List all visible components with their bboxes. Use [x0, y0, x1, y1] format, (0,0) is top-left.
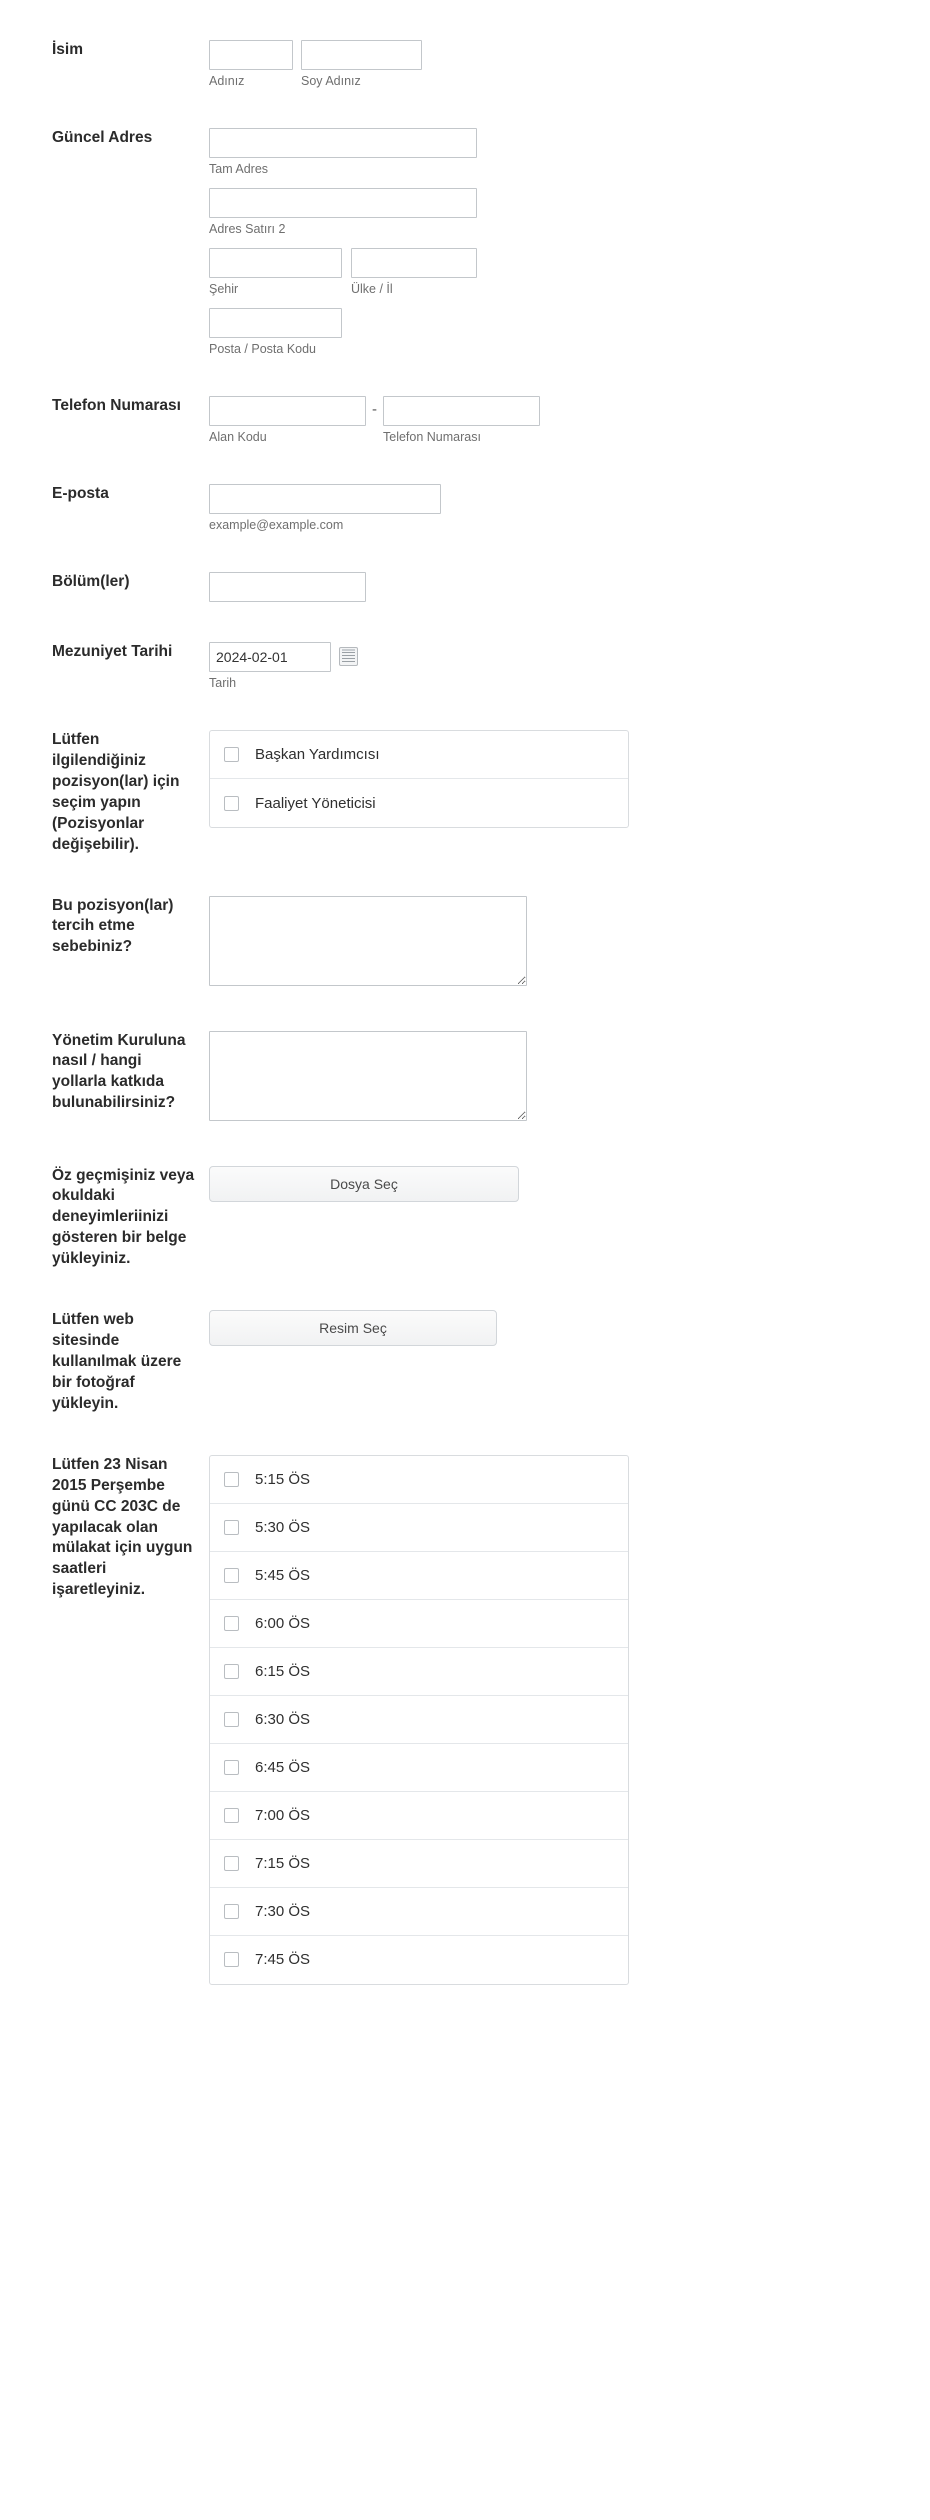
list-item[interactable]: [210, 1648, 628, 1696]
label-reason: Bu pozisyon(lar) tercih etme sebebiniz?: [52, 896, 174, 956]
last-name-sublabel: Soy Adınız: [301, 74, 361, 88]
city-sublabel: Şehir: [209, 282, 239, 296]
checkbox-icon[interactable]: [224, 1664, 239, 1679]
label-contribution: Yönetim Kuruluna nasıl / hangi yollarla katkıda bulunabilirsiniz?: [52, 1031, 186, 1112]
option-label: 6:30 ÖS: [255, 1710, 311, 1728]
list-item[interactable]: [210, 779, 628, 827]
photo-upload-wrap: [205, 1310, 930, 1346]
label-positions: Lütfen ilgilendiğiniz pozisyon(lar) için seçim yapın (Pozisyonlar değişebilir).: [52, 731, 180, 853]
list-item[interactable]: [210, 1696, 628, 1744]
list-item[interactable]: [210, 731, 628, 779]
field-group-interview-times: [0, 1455, 930, 1985]
contribution-input-wrap: [205, 1031, 930, 1126]
field-group-address: [0, 128, 930, 356]
option-label: 6:00 ÖS: [255, 1614, 311, 1632]
field-group-reason: [0, 896, 930, 991]
email-inputs: [205, 484, 930, 532]
list-item[interactable]: [210, 1888, 628, 1936]
field-group-resume-upload: [0, 1166, 930, 1271]
street-address-2-input[interactable]: [209, 188, 477, 218]
area-code-input[interactable]: [209, 396, 366, 426]
list-item[interactable]: [210, 1840, 628, 1888]
label-name: İsim: [52, 41, 84, 58]
state-input[interactable]: [351, 248, 477, 278]
field-group-positions: [0, 730, 930, 856]
label-email: E-posta: [52, 485, 109, 502]
list-item[interactable]: [210, 1552, 628, 1600]
option-label: 7:15 ÖS: [255, 1854, 311, 1872]
interview-times-options: [205, 1455, 930, 1985]
checkbox-icon[interactable]: [224, 1952, 239, 1967]
field-group-phone: [0, 396, 930, 444]
postal-code-input[interactable]: [209, 308, 342, 338]
checkbox-icon[interactable]: [224, 796, 239, 811]
checkbox-icon[interactable]: [224, 1856, 239, 1871]
label-resume-upload: Öz geçmişiniz veya okuldaki deneyimleriinizi gösteren bir belge yükleyiniz.: [52, 1166, 195, 1268]
option-label: 5:45 ÖS: [255, 1566, 311, 1584]
phone-number-sublabel: Telefon Numarası: [383, 430, 481, 444]
option-label: 7:00 ÖS: [255, 1806, 311, 1824]
label-phone: Telefon Numarası: [52, 397, 181, 414]
option-label: 5:30 ÖS: [255, 1518, 311, 1536]
postal-code-sublabel: Posta / Posta Kodu: [209, 342, 317, 356]
reason-textarea[interactable]: [209, 896, 527, 986]
interview-option-list: [209, 1455, 629, 1985]
street-address-2-sublabel: Adres Satırı 2: [209, 222, 286, 236]
phone-inputs: [205, 396, 930, 444]
name-inputs: [205, 40, 930, 88]
file-select-button[interactable]: Dosya Seç: [209, 1166, 519, 1202]
label-photo-upload: Lütfen web sitesinde kullanılmak üzere bir fotoğraf yükleyin.: [52, 1311, 182, 1412]
label-graduation-date: Mezuniyet Tarihi: [52, 643, 173, 660]
address-inputs: [205, 128, 930, 356]
checkbox-icon[interactable]: [224, 1904, 239, 1919]
checkbox-icon[interactable]: [224, 1520, 239, 1535]
positions-options: [205, 730, 930, 828]
positions-option-list: [209, 730, 629, 828]
field-group-name: [0, 40, 930, 88]
label-interview-times: Lütfen 23 Nisan 2015 Perşembe günü CC 203C de yapılacak olan mülakat için uygun saatleri işaretleyiniz.: [52, 1455, 193, 1599]
option-label: 6:45 ÖS: [255, 1758, 311, 1776]
label-address: Güncel Adres: [52, 129, 153, 146]
list-item[interactable]: [210, 1600, 628, 1648]
last-name-input[interactable]: [301, 40, 422, 70]
image-select-button[interactable]: Resim Seç: [209, 1310, 497, 1346]
graduation-date-input[interactable]: [209, 642, 331, 672]
checkbox-icon[interactable]: [224, 1616, 239, 1631]
field-group-department: [0, 572, 930, 602]
street-address-sublabel: Tam Adres: [209, 162, 269, 176]
first-name-sublabel: Adınız: [209, 74, 245, 88]
option-label: Faaliyet Yöneticisi: [255, 794, 376, 812]
checkbox-icon[interactable]: [224, 1568, 239, 1583]
list-item[interactable]: [210, 1744, 628, 1792]
label-department: Bölüm(ler): [52, 573, 130, 590]
area-code-sublabel: Alan Kodu: [209, 430, 267, 444]
field-group-photo-upload: [0, 1310, 930, 1415]
street-address-input[interactable]: [209, 128, 477, 158]
calendar-icon[interactable]: [339, 647, 358, 666]
resume-upload-wrap: [205, 1166, 930, 1202]
phone-number-input[interactable]: [383, 396, 540, 426]
email-input[interactable]: [209, 484, 441, 514]
option-label: 7:45 ÖS: [255, 1951, 311, 1969]
department-inputs: [205, 572, 930, 602]
city-input[interactable]: [209, 248, 342, 278]
department-input[interactable]: [209, 572, 366, 602]
graduation-date-sublabel: Tarih: [209, 676, 237, 690]
checkbox-icon[interactable]: [224, 1712, 239, 1727]
option-label: 6:15 ÖS: [255, 1662, 311, 1680]
state-sublabel: Ülke / İl: [351, 282, 393, 296]
field-group-contribution: [0, 1031, 930, 1126]
first-name-input[interactable]: [209, 40, 293, 70]
checkbox-icon[interactable]: [224, 747, 239, 762]
option-label: Başkan Yardımcısı: [255, 746, 380, 763]
list-item[interactable]: [210, 1936, 628, 1984]
list-item[interactable]: [210, 1504, 628, 1552]
field-group-graduation-date: [0, 642, 930, 690]
graduation-date-inputs: [205, 642, 930, 690]
option-label: 7:30 ÖS: [255, 1902, 311, 1920]
checkbox-icon[interactable]: [224, 1808, 239, 1823]
field-group-email: [0, 484, 930, 532]
phone-separator: -: [372, 401, 377, 418]
checkbox-icon[interactable]: [224, 1472, 239, 1487]
reason-input-wrap: [205, 896, 930, 991]
option-label: 5:15 ÖS: [255, 1470, 311, 1488]
list-item[interactable]: [210, 1792, 628, 1840]
list-item[interactable]: [210, 1456, 628, 1504]
email-sublabel: example@example.com: [209, 518, 344, 532]
contribution-textarea[interactable]: [209, 1031, 527, 1121]
checkbox-icon[interactable]: [224, 1760, 239, 1775]
